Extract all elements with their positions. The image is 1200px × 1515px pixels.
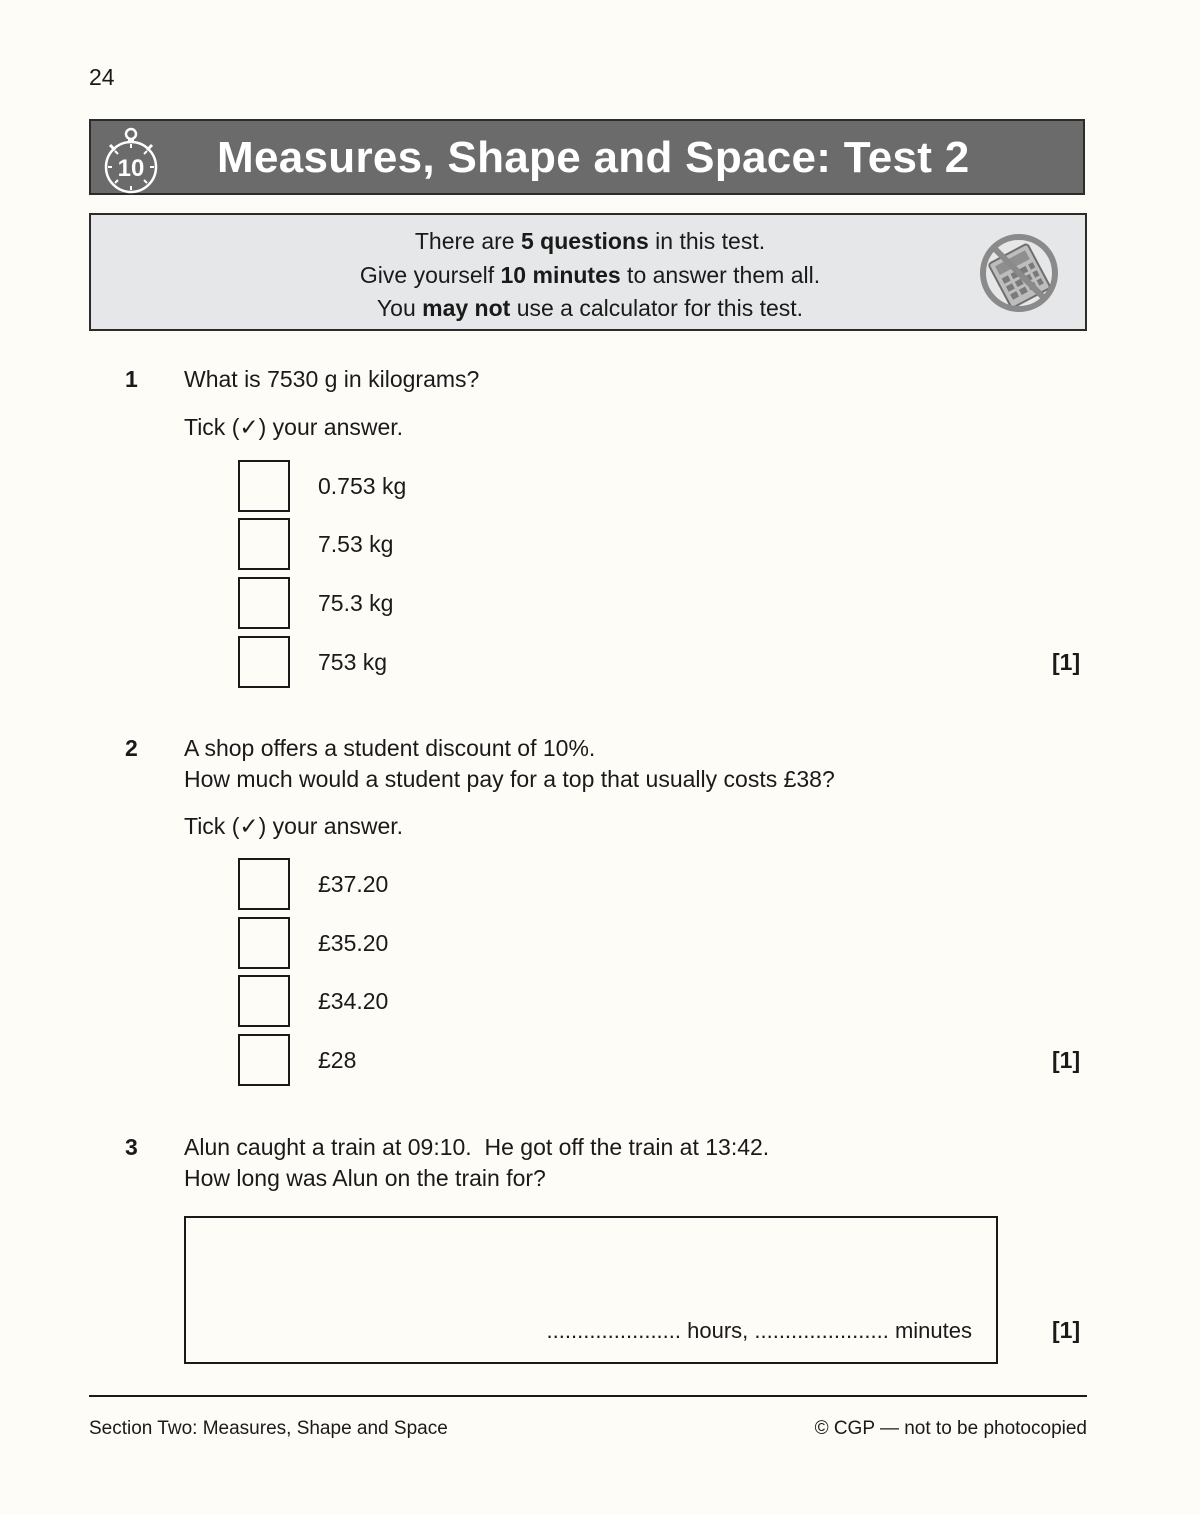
question-1-option-2-checkbox[interactable]: [238, 518, 290, 570]
question-2-instruction: Tick (✓) your answer.: [184, 813, 404, 839]
question-1-marks: [1]: [1052, 649, 1081, 675]
question-3-answer-line[interactable]: ...................... hours, ...................... minutes: [546, 1318, 972, 1343]
page-title: Measures, Shape and Space: Test 2: [217, 133, 970, 182]
question-3-answer-box[interactable]: [184, 1216, 998, 1364]
title-bar: [89, 119, 1085, 195]
no-calculator-icon: [977, 231, 1061, 315]
page-number: 24: [89, 64, 115, 90]
question-1-option-3-label: 75.3 kg: [318, 590, 394, 616]
footer-divider: [89, 1395, 1087, 1397]
question-2-option-2-checkbox[interactable]: [238, 917, 290, 969]
question-3-number: 3: [125, 1134, 138, 1160]
question-1-option-3-checkbox[interactable]: [238, 577, 290, 629]
question-1-option-4-checkbox[interactable]: [238, 636, 290, 688]
question-2-option-4-checkbox[interactable]: [238, 1034, 290, 1086]
question-1-option-1-checkbox[interactable]: [238, 460, 290, 512]
question-2-option-1-checkbox[interactable]: [238, 858, 290, 910]
question-1-number: 1: [125, 366, 138, 392]
question-1-text: What is 7530 g in kilograms?: [184, 366, 480, 392]
question-1-instruction: Tick (✓) your answer.: [184, 414, 404, 440]
question-1-option-2-label: 7.53 kg: [318, 531, 394, 557]
timer-minutes: 10: [117, 155, 145, 182]
question-2-option-3-label: £34.20: [318, 988, 389, 1014]
stopwatch-icon: [99, 123, 163, 195]
question-2-option-2-label: £35.20: [318, 930, 389, 956]
question-1-option-4-label: 753 kg: [318, 649, 388, 675]
question-2-option-4-label: £28: [318, 1047, 357, 1073]
question-2-text: A shop offers a student discount of 10%. How much would a student pay for a top that usually costs £38?: [184, 735, 835, 792]
info-line-2: Give yourself 10 minutes to answer them all.: [359, 261, 821, 288]
question-3-text: Alun caught a train at 09:10. He got off the train at 13:42. How long was Alun on the train for?: [184, 1134, 770, 1191]
question-2-marks: [1]: [1052, 1047, 1081, 1073]
question-2-option-1-label: £37.20: [318, 871, 389, 897]
question-1-option-1-label: 0.753 kg: [318, 473, 407, 499]
footer-section-label: Section Two: Measures, Shape and Space: [89, 1418, 448, 1439]
question-3-marks: [1]: [1052, 1317, 1081, 1343]
info-line-3: You may not use a calculator for this test.: [376, 295, 804, 321]
instructions-box: [89, 213, 1087, 331]
question-2-option-3-checkbox[interactable]: [238, 975, 290, 1027]
question-2-number: 2: [125, 735, 138, 761]
info-line-1: There are 5 questions in this test.: [414, 228, 766, 254]
footer-copyright: © CGP — not to be photocopied: [814, 1418, 1087, 1439]
